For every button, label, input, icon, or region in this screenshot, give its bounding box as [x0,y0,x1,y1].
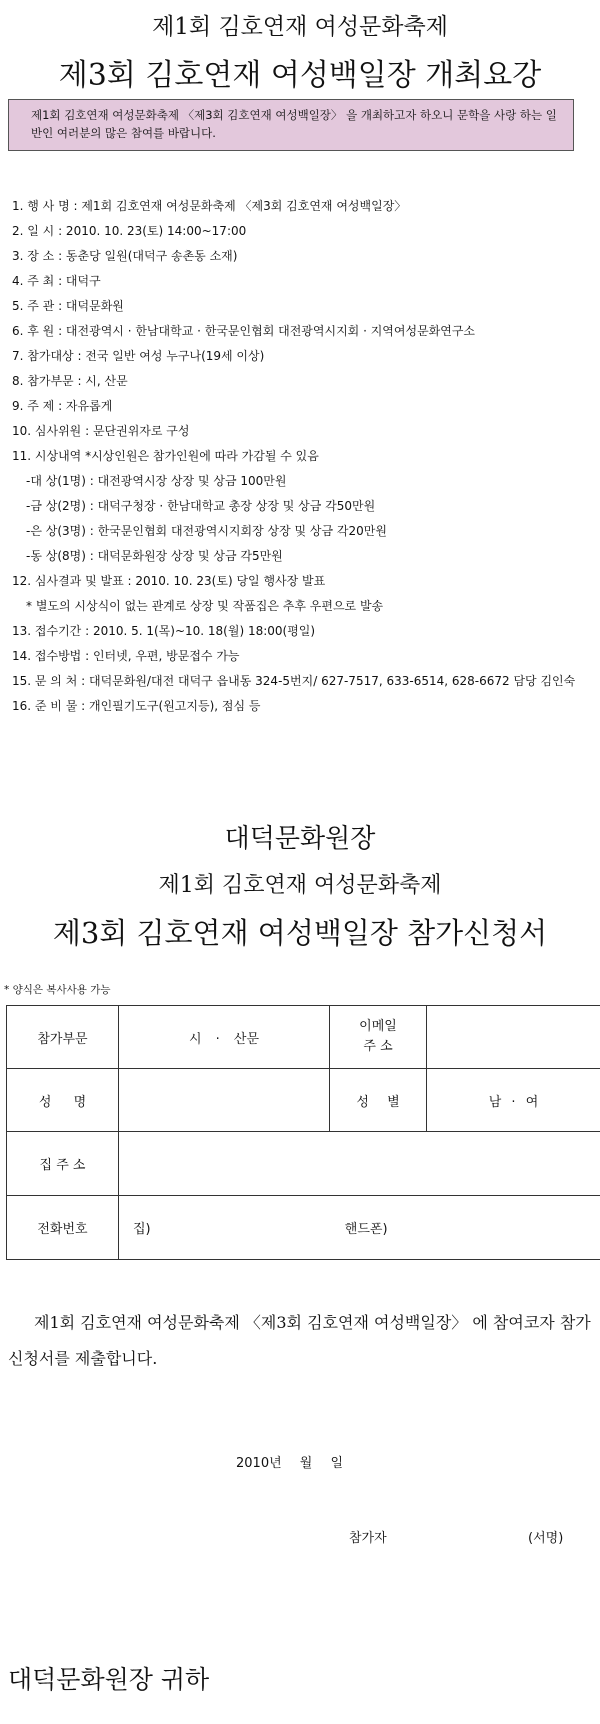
phone-home-label: 집) [133,1222,151,1237]
list-item: 7. 참가대상 : 전국 일반 여성 누구나(19세 이상) [12,349,265,363]
phone-mobile-label: 핸드폰) [344,1222,388,1237]
applicant-label: 참가자 [349,1531,387,1546]
date-line: 2010년 월 일 [236,1456,344,1471]
application-form-table [6,1005,600,1260]
list-item: 11. 시상내역 *시상인원은 참가인원에 따라 가감될 수 있음 [12,449,319,463]
name-field[interactable] [119,1069,330,1132]
email-label [330,1006,427,1069]
addressee: 대덕문화원장 귀하 [8,1665,210,1694]
category-value[interactable]: 시 · 산문 [119,1006,330,1069]
list-item: -대 상(1명) : 대전광역시장 상장 및 상금 100만원 [26,474,287,488]
form-title-line1: 제1회 김호연재 여성문화축제 [158,873,442,898]
list-item: 3. 장 소 : 동춘당 일원(대덕구 송촌동 소재) [12,249,238,263]
list-item: 5. 주 관 : 대덕문화원 [12,299,124,313]
list-item: 10. 심사위원 : 문단권위자로 구성 [12,424,190,438]
list-item: 16. 준 비 물 : 개인필기도구(원고지등), 점심 등 [12,699,261,713]
phone-label: 전화번호 [7,1196,119,1260]
list-item: -동 상(8명) : 대덕문화원장 상장 및 상금 각5만원 [26,549,283,563]
email-field[interactable] [427,1006,600,1069]
form-title-line2: 제3회 김호연재 여성백일장 참가신청서 [52,916,548,950]
list-item: 9. 주 제 : 자유롭게 [12,399,113,413]
list-item: 12. 심사결과 및 발표 : 2010. 10. 23(토) 당일 행사장 발표 [12,574,326,588]
name-label: 성 명 [7,1069,119,1132]
category-label: 참가부문 [7,1006,119,1069]
email-label-line1: 이메일 [359,1019,397,1034]
list-item: -금 상(2명) : 대덕구청장 · 한남대학교 총장 상장 및 상금 각50만원 [26,499,376,513]
list-item: 4. 주 최 : 대덕구 [12,274,101,288]
list-item: 2. 일 시 : 2010. 10. 23(토) 14:00~17:00 [12,224,247,238]
list-item: 6. 후 원 : 대전광역시 · 한남대학교 · 한국문인협회 대전광역시지회 · 지역여성문화연구소 [12,324,476,338]
address-field[interactable] [119,1132,600,1196]
email-label-line2: 주 소 [363,1039,393,1054]
list-item: 8. 참가부문 : 시, 산문 [12,374,128,388]
list-item: 14. 접수방법 : 인터넷, 우편, 방문접수 가능 [12,649,240,663]
list-item: * 별도의 시상식이 없는 관계로 상장 및 작품집은 추후 우편으로 발송 [26,599,384,613]
gender-value[interactable]: 남 · 여 [427,1069,600,1132]
announcement-title-line1: 제1회 김호연재 여성문화축제 [152,14,448,40]
phone-field[interactable] [119,1196,600,1260]
list-item: 15. 문 의 처 : 대덕문화원/대전 대덕구 읍내동 324-5번지/ 627-7517, 633-6514, 628-6672 담당 김인숙 [12,674,576,688]
address-label: 집 주 소 [7,1132,119,1196]
signature-label: (서명) [528,1531,564,1546]
application-statement: 제1회 김호연재 여성문화축제 〈제3회 김호연재 여성백일장〉 에 참여코자 참가신청서를 제출합니다. [8,1313,591,1368]
list-item: -은 상(3명) : 한국문인협회 대전광역시지회장 상장 및 상금 각20만원 [26,524,387,538]
gender-label: 성 별 [330,1069,427,1132]
notice-box: 제1회 김호연재 여성문화축제 〈제3회 김호연재 여성백일장〉 을 개최하고자 하오니 문학을 사랑 하는 일반인 여러분의 많은 참여를 바랍니다. [8,99,574,151]
list-item: 1. 행 사 명 : 제1회 김호연재 여성문화축제 〈제3회 김호연재 여성백일장〉 [12,199,407,213]
copy-note: * 양식은 복사사용 가능 [4,984,111,996]
list-item: 13. 접수기간 : 2010. 5. 1(목)~10. 18(월) 18:00(평일) [12,624,316,638]
announcement-title-line2: 제3회 김호연재 여성백일장 개최요강 [58,58,542,93]
organizer-name: 대덕문화원장 [224,824,376,854]
event-details-list [12,194,592,719]
